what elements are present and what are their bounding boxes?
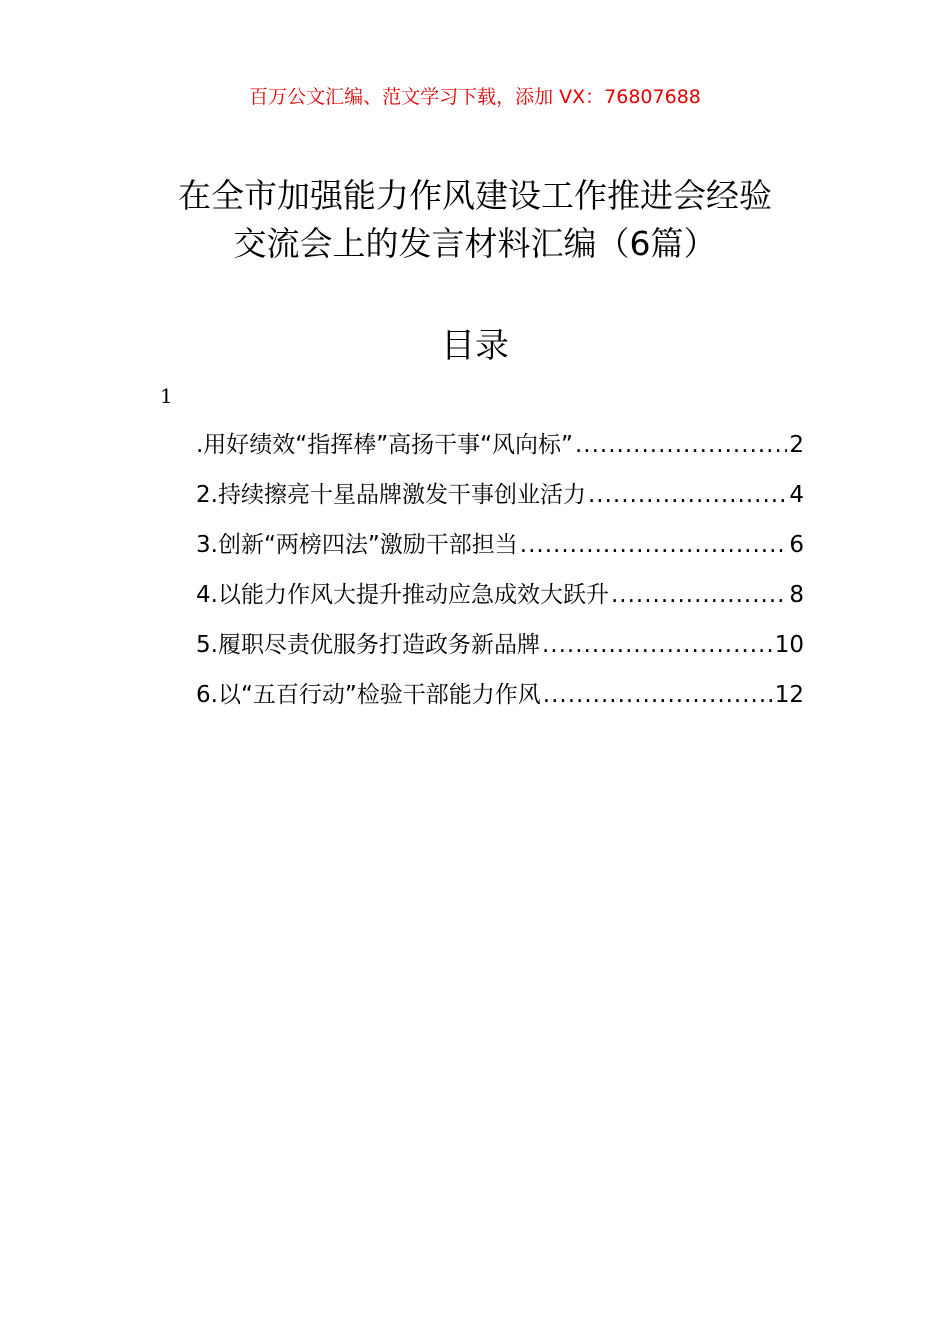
toc-entry-title: 2.持续擦亮十星品牌激发干事创业活力 bbox=[196, 482, 586, 508]
toc-entry-title: 6.以“五百行动”检验干部能力作风 bbox=[196, 682, 541, 708]
toc-entry-title: 5.履职尽责优服务打造政务新品牌 bbox=[196, 632, 540, 658]
toc-dot-leader bbox=[575, 423, 787, 467]
toc-page-number: 2 bbox=[789, 432, 804, 458]
document-title-line-2: 交流会上的发言材料汇编（6篇） bbox=[233, 224, 717, 263]
toc-marker: 1 bbox=[160, 384, 173, 408]
toc-dot-leader bbox=[611, 573, 787, 617]
document-title bbox=[100, 172, 850, 268]
document-title-line-1: 在全市加强能力作风建设工作推进会经验 bbox=[178, 176, 772, 215]
table-of-contents bbox=[196, 423, 804, 723]
toc-page-number: 12 bbox=[774, 682, 804, 708]
toc-page-number: 8 bbox=[789, 582, 804, 608]
toc-entry-1[interactable] bbox=[196, 423, 804, 473]
toc-entry-2[interactable] bbox=[196, 473, 804, 523]
toc-dot-leader bbox=[542, 623, 773, 667]
toc-entry-4[interactable] bbox=[196, 573, 804, 623]
toc-dot-leader bbox=[588, 473, 787, 517]
toc-page-number: 4 bbox=[789, 482, 804, 508]
toc-entry-title: 3.创新“两榜四法”激励干部担当 bbox=[196, 532, 518, 558]
toc-dot-leader bbox=[520, 523, 788, 567]
toc-entry-6[interactable] bbox=[196, 673, 804, 723]
toc-dot-leader bbox=[543, 673, 773, 717]
toc-entry-title: 4.以能力作风大提升推动应急成效大跃升 bbox=[196, 582, 609, 608]
toc-page-number: 10 bbox=[774, 632, 804, 658]
header-watermark-note: 百万公文汇编、范文学习下载，添加 VX：76807688 bbox=[249, 86, 701, 108]
toc-entry-5[interactable] bbox=[196, 623, 804, 673]
toc-page-number: 6 bbox=[789, 532, 804, 558]
toc-heading: 目录 bbox=[441, 326, 509, 366]
toc-entry-3[interactable] bbox=[196, 523, 804, 573]
toc-entry-title: .用好绩效“指挥棒”高扬干事“风向标” bbox=[196, 432, 573, 458]
